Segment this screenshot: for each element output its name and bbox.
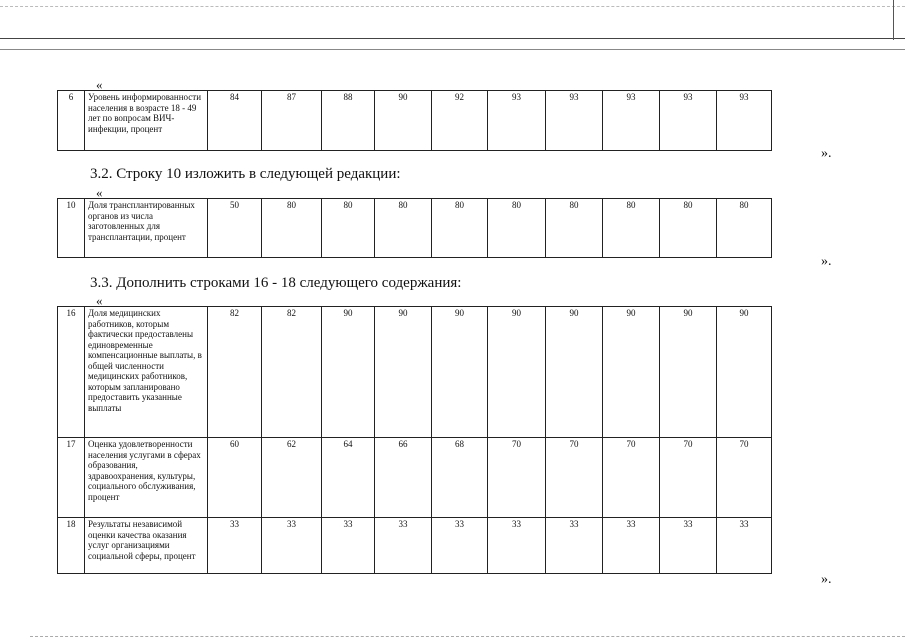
indicator-value: 33 <box>375 518 432 574</box>
indicator-value: 60 <box>208 438 262 518</box>
indicator-value: 82 <box>262 307 322 438</box>
indicator-value: 70 <box>660 438 717 518</box>
scan-artifact-bottom <box>30 636 905 637</box>
indicator-name: Уровень информированности населения в возрасте 18 - 49 лет по вопросам ВИЧ-инфекции, процент <box>85 91 208 151</box>
row-number: 6 <box>58 91 85 151</box>
opening-quote-1: « <box>96 77 103 92</box>
indicator-value: 93 <box>546 91 603 151</box>
indicator-value: 66 <box>375 438 432 518</box>
indicator-value: 90 <box>488 307 546 438</box>
indicator-value: 33 <box>208 518 262 574</box>
indicator-table-row-10 <box>57 198 772 258</box>
indicator-name: Доля трансплантированных органов из числа заготовленных для трансплантации, процент <box>85 199 208 258</box>
indicator-value: 64 <box>322 438 375 518</box>
indicator-value: 70 <box>488 438 546 518</box>
table-row <box>58 91 772 151</box>
indicator-value: 80 <box>262 199 322 258</box>
table-row <box>58 438 772 518</box>
table-row <box>58 518 772 574</box>
row-number: 10 <box>58 199 85 258</box>
indicator-value: 80 <box>546 199 603 258</box>
indicator-value: 88 <box>322 91 375 151</box>
indicator-value: 70 <box>546 438 603 518</box>
indicator-value: 80 <box>660 199 717 258</box>
table-row <box>58 199 772 258</box>
indicator-value: 33 <box>603 518 660 574</box>
indicator-value: 80 <box>322 199 375 258</box>
indicator-table-row-6 <box>57 90 772 151</box>
closing-quote-1: ». <box>821 146 832 161</box>
indicator-value: 80 <box>375 199 432 258</box>
indicator-name: Доля медицинских работников, которым фактически предоставлены единовременные компенсационные выплаты, в общей численности медицинских работников, которым запланировано предоставить указанные выплаты <box>85 307 208 438</box>
indicator-value: 93 <box>660 91 717 151</box>
indicator-value: 90 <box>660 307 717 438</box>
page-header-rule-secondary <box>0 49 905 50</box>
page-edge <box>893 0 894 40</box>
indicator-value: 93 <box>717 91 772 151</box>
closing-quote-3: ». <box>821 572 832 587</box>
indicator-value: 33 <box>717 518 772 574</box>
table-row <box>58 307 772 438</box>
indicator-name: Результаты независимой оценки качества оказания услуг организациями социальной сферы, процент <box>85 518 208 574</box>
indicator-value: 82 <box>208 307 262 438</box>
indicator-value: 68 <box>432 438 488 518</box>
indicator-value: 70 <box>717 438 772 518</box>
page-header-rule <box>0 38 905 39</box>
opening-quote-2: « <box>96 185 103 200</box>
indicator-value: 33 <box>322 518 375 574</box>
closing-quote-2: ». <box>821 254 832 269</box>
indicator-value: 90 <box>717 307 772 438</box>
row-number: 17 <box>58 438 85 518</box>
indicator-value: 80 <box>603 199 660 258</box>
indicator-value: 33 <box>546 518 603 574</box>
indicator-value: 33 <box>262 518 322 574</box>
scan-artifact-top <box>0 6 905 7</box>
indicator-value: 50 <box>208 199 262 258</box>
indicator-value: 84 <box>208 91 262 151</box>
indicator-name: Оценка удовлетворенности населения услугами в сферах образования, здравоохранения, культуры, социального обслуживания, процент <box>85 438 208 518</box>
indicator-value: 90 <box>603 307 660 438</box>
opening-quote-3: « <box>96 293 103 308</box>
indicator-value: 80 <box>432 199 488 258</box>
indicator-value: 33 <box>432 518 488 574</box>
indicator-value: 90 <box>322 307 375 438</box>
indicator-value: 90 <box>432 307 488 438</box>
row-number: 18 <box>58 518 85 574</box>
indicator-value: 92 <box>432 91 488 151</box>
row-number: 16 <box>58 307 85 438</box>
indicator-table-rows-16-18 <box>57 306 772 574</box>
indicator-value: 93 <box>488 91 546 151</box>
indicator-value: 62 <box>262 438 322 518</box>
indicator-value: 33 <box>488 518 546 574</box>
section-heading-3-2: 3.2. Строку 10 изложить в следующей редакции: <box>90 166 401 182</box>
indicator-value: 90 <box>546 307 603 438</box>
indicator-value: 87 <box>262 91 322 151</box>
indicator-value: 33 <box>660 518 717 574</box>
section-heading-3-3: 3.3. Дополнить строками 16 - 18 следующего содержания: <box>90 275 462 291</box>
indicator-value: 90 <box>375 91 432 151</box>
indicator-value: 93 <box>603 91 660 151</box>
indicator-value: 90 <box>375 307 432 438</box>
indicator-value: 70 <box>603 438 660 518</box>
indicator-value: 80 <box>717 199 772 258</box>
indicator-value: 80 <box>488 199 546 258</box>
